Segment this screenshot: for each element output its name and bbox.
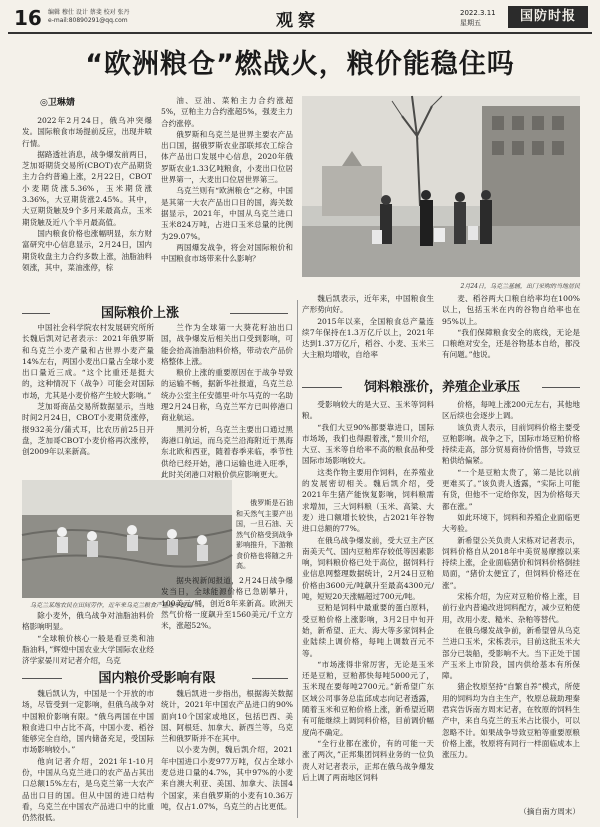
- domestic-col-4: 麦、稻谷两大口粮自给率均在100%以上，包括玉米在内的谷物自给率也在95%以上。 “我们保障粮食安全的底线，无论是口粮绝对安全，还是谷物基本自给，都没有问题。”他说。: [442, 294, 580, 360]
- intro-col-1: 2022年2月24日，俄乌冲突爆发。国际粮食市场提前反应，出现井喷行情。 据路透社消息，战争爆发前两日，芝加哥期货交易所(CBOT)农产品期货主力合约普遍上涨，2月22日，CBOT小麦期货涨5.36%，玉米期货涨3.36%，大豆期货涨2.45%。其中，大豆期货触及9个多月来最高点，玉米期货触及近八个半月最高值。 国内粮食价格也涨幅明显，东方财富研究中心信息显示，2月24日，国内期货收盘主力合约多数上涨，油脂油料领涨，其中，菜油涨停，棕: [22, 116, 152, 272]
- section-heading-domestic: 国内粮价受影响有限: [98, 671, 216, 686]
- section-heading-feed: 饲料粮涨价，养殖企业承压: [363, 380, 520, 395]
- heading-rule-right: [230, 313, 288, 314]
- intro-col-2: 油、豆油、菜粕主力合约涨超5%，豆粕主力合约涨超5%，强麦主力合约涨停。 俄罗斯和乌克兰是世界主要农产品出口国，据俄罗斯农业部联邦农工综合体产品出口发展中心信息，2020年俄罗斯农业1.33亿吨粮食，小麦出口位居世界第一，大麦出口位居世界第三。 乌克兰则有“欧洲粮仓”之称，中国是其第一大农产品出口目的国，海关数据显示，2021年，中国从乌克兰进口玉米824万吨，占进口玉米总量的比例为29.07%。 两国爆发战争，将会对国际粮价和中国粮食市场带来什么影响？: [161, 96, 293, 264]
- photo2-caption: 乌克兰某地农民在田间劳作，近年来乌克兰粮食产量逐年提高: [30, 602, 193, 609]
- kyiv-street-photo: [302, 96, 580, 277]
- feed-col-2: 价格，每吨上涨200元左右，其他地区后续也会逐步上调。 该负责人表示，目前饲料价格主要受豆粕影响。战争之下，国际市场豆粕价格持续走高，部分贸易商待价惜售，导致豆粕供给偏紧。 “一个是豆粕太贵了，第二是比以前更难买了。”该负责人透露，“实际上可能有货，但他不一定给你发，因为价格每天都在涨。” 如此环境下，饲料和养殖企业面临更大考验。 新希望公关负责人宋栋对记者表示，饲料价格自从2018年中美贸易摩擦以来持续上涨，企业面临猪价和饲料价格倒挂局面，“猪价太便宜了，但饲料价格还在涨”。 宋栋介绍，为应对豆粕价格上涨，目前行业内普遍改进饲料配方，减少豆粕使用，改用小麦、糙米、杂粕等替代。 在俄乌爆发战争前，新希望曾从乌克兰进口玉米，宋栋表示，目前这批玉米大部分已装船，受影响不大。当下正处于国产玉米上市阶段，国内供给基本有所保障。 猪企牧原坚持“自繁自养”模式，所使用的饲料均为自主生产，牧原总裁助理秦君宾告诉南方周末记者，在牧原的饲料生产中，来自乌克兰的玉米占比很小，可以忽略不计。如果战争导致豆粕等重要原粮价格上涨，牧原将有同行一样面临成本上涨压力。: [442, 400, 580, 760]
- domestic-col-1: 魏后凯认为，中国是一个开放的市场，尽管受到一定影响，但俄乌战争对中国粮价影响有限。“俄乌两国在中国粮食进口中占比不高，中国小麦、稻谷能够完全自给，国内储备充足，受国际市场影响较小。” 他向记者介绍，2021年1-10月份，中国从乌克兰进口的农产品占其出口总额15%左右，是乌克兰第一大农产品出口目的国。但从中国的进口结构看，乌克兰在中国农产品进口中的比重仍然很低。: [22, 689, 154, 823]
- section-name: 观察: [276, 11, 320, 31]
- intl-col-2-wrap: 俄罗斯是石油和天然气主要产出国，一旦石油、天然气价格受到战争影响推升，下游粮食价格也将随之升高。: [236, 499, 293, 570]
- editor-email: e-mail:80890291@qq.com: [48, 17, 128, 24]
- domestic-col-2: 魏后凯进一步指出，根据海关数据统计，2021年中国农产品进口的90%面向10个国家或地区，包括巴西、美国、阿根廷、加拿大、新西兰等，乌克兰和俄罗斯并不在其中。 以小麦为例，魏后凯介绍，2021年中国进口小麦977万吨，仅占全球小麦总进口量的4.7%，其中97%的小麦来自澳大利亚、美国、加拿大、法国4个国家，来自俄罗斯的小麦有10.36万吨，仅占1.07%，乌克兰的占比更低。: [161, 689, 293, 811]
- intl-col-2-upper: 兰作为全球第一大葵花籽油出口国，战争爆发后相关出口受到影响，可能会抬高油脂油料价格，带动农产品价格整体上涨。 粮价上涨的重要原因在于战争导致的运输不畅，据新华社报道，乌克兰总统办公室主任安德里·叶尔马克的一名助理2月24日称，乌克兰军方已叫停港口商业航运。 黑河分析，乌克兰主要出口通过黑海港口航运，而乌克兰沿海附近于黑海东北欧和西亚，随着春季来临，季节性供给已经开始，港口运输也进入旺季，此时关闭港口对粮价供应影响更大。: [161, 323, 293, 479]
- page-number: 16: [14, 6, 42, 30]
- heading-rule-left: [22, 678, 62, 679]
- intl-col-2-lower: 据央视新闻报道，2月24日战争爆发当日，全球能源价格已急剧攀升，100美元/桶，创近8年来新高。欧洲天然气价格一度飙升至1560美元/千立方米，涨超52%。: [161, 576, 293, 631]
- weekday: 星期五: [460, 19, 481, 27]
- masthead: [8, 4, 592, 34]
- heading-rule-left: [22, 313, 50, 314]
- photo1-caption: 2月24日，乌克兰基辅，出门采购的当地居民: [460, 283, 580, 290]
- domestic-col-3: 魏后凯表示，近年来，中国粮食生产形势向好。 2015年以来，全国粮食总产量连续7年保持在1.3万亿斤以上，2021年达到1.37万亿斤，稻谷、小麦、玉米三大主粮均增收，自给率: [302, 294, 434, 360]
- intl-col-1b: 除小麦外，俄乌战争对油脂油料价格影响明显。 “全球粮价核心一般是看豆类和油脂油料，”辉煌中国农业大学国际农业经济学家晏川对记者介绍，乌克: [22, 611, 154, 666]
- heading-rule-right: [252, 678, 288, 679]
- editors-line: 编辑 穆仕 设计 蔡斐 校对 张丹: [48, 9, 130, 16]
- issue-date: [460, 8, 496, 28]
- section-heading-intl: 国际粮价上涨: [100, 306, 179, 321]
- paper-logo: 国防时报: [508, 6, 588, 28]
- intl-col-1: 中国社会科学院农村发展研究所所长魏后凯对记者表示：2021年俄罗斯和乌克兰小麦产量和占世界小麦产量14%左右，两国小麦出口量占全球小麦出口量近三成。“这个比重还是挺大的，这种情况下（战争）可能会对国际市场，尤其是小麦价格产生较大影响。” 芝加哥商品交易所数据显示，当地时间2月24日，CBOT小麦期货涨停，报932美分/蒲式耳，比农历前25日开盘，芝加哥CBOT小麦价格再次涨停，创2009年以来新高。: [22, 323, 154, 457]
- heading-rule-right: [542, 387, 580, 388]
- headline: “欧洲粮仓”燃战火，粮价能稳住吗: [85, 49, 515, 80]
- byline: ◎卫琳婧: [40, 98, 75, 108]
- editors-info: [48, 9, 130, 25]
- article-source: （摘自南方周末）: [519, 807, 580, 816]
- date: 2022.3.11: [460, 9, 496, 17]
- feed-col-1: 受影响较大的是大豆、玉米等饲料粮。 “我们大豆90%都要靠进口，国际市场场，我们也得跟着涨，”景川介绍，大豆、玉米等自给率不高的粮食品种受国际市场影响较大。 这类作物主要用作饲料，在养殖业的发展密切相关。魏后凯介绍，受2021年生猪产能恢复影响，饲料粮需求增加，三大饲料粮（玉米、高粱、大麦）进口额增长较快，占2021年谷物进口总额的77%。 在俄乌战争爆发前，受大豆主产区南美天气、国内豆粕库存较低等因素影响，饲料粮价格已处于高位，据饲料行业信息网整理数据统计，2月24日豆粕价格由3600元/吨飙升至最高4300元/吨，短短20天涨幅超过700元/吨。 豆粕是饲料中最重要的蛋白原料，受豆粕价格上涨影响，3月2日中旬开始，新希望、正大、海大等多家饲料企业陆续上调价格，每吨上调数百元不等。 “市场涨得非常厉害，无论是玉米还是豆粕，豆粕都快每吨5000元了，玉米现在要每吨2700元。”新希望广东区域公司事务总监邱成志向记者透露，随着玉米和豆粕价格上涨，新希望近期有可能继续上调饲料价格，目前调价幅度尚不确定。 “全行业都在涨价，有的可能一天涨了两次，”正邦集团饲料业务的一位负责人对记者表示，正邦在俄乌战争爆发后上调了两南地区饲料: [302, 400, 434, 782]
- column-divider: [297, 300, 298, 818]
- heading-rule-left: [302, 387, 342, 388]
